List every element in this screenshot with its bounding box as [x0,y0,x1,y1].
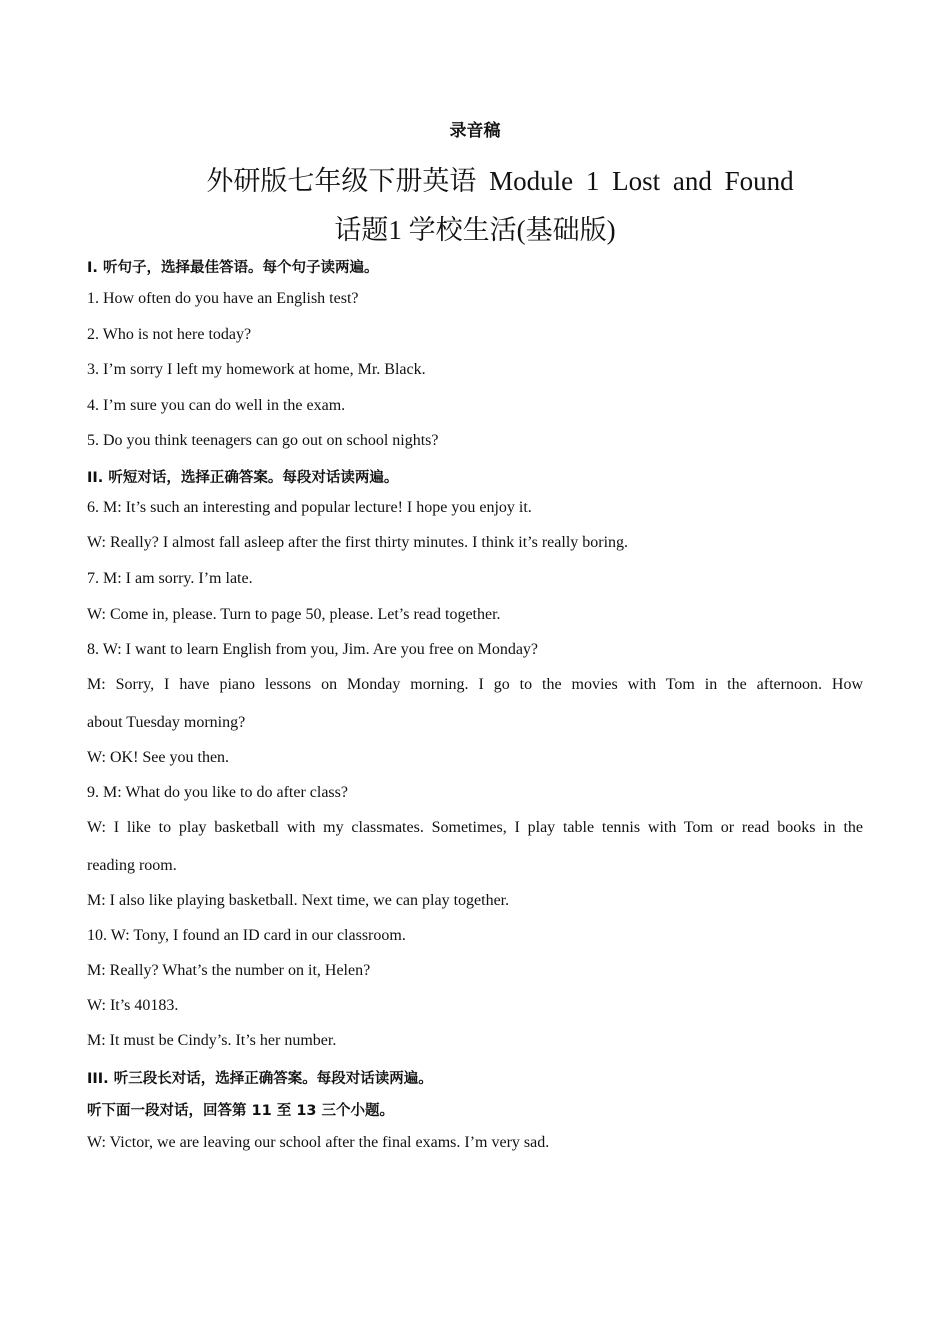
dialogue-line: 6. M: It’s such an interesting and popular lecture! I hope you enjoy it. [87,499,532,516]
dialogue-line: M: Really? What’s the number on it, Helen? [87,962,371,979]
dialogue-line: W: I like to play basketball with my classmates. Sometimes, I play table tennis with Tom or read books in the [87,819,863,836]
sentence-1: 1. How often do you have an English test? [87,290,359,307]
sentence-5: 5. Do you think teenagers can go out on school nights? [87,432,439,449]
dialogue-line: W: Really? I almost fall asleep after the first thirty minutes. I think it’s really boring. [87,534,629,551]
sentence-3: 3. I’m sorry I left my homework at home, Mr. Black. [87,361,426,378]
transcript-label: 录音稿 [449,121,501,141]
sentence-2: 2. Who is not here today? [87,326,252,343]
section-1-heading: I. 听句子，选择最佳答语。每个句子读两遍。 [87,260,379,276]
document-title: 外研版七年级下册英语 Module 1 Lost and Found [206,166,794,196]
dialogue-line: M: Sorry, I have piano lessons on Monday morning. I go to the movies with Tom in the afternoon. How [87,676,863,693]
section-3-heading: III. 听三段长对话，选择正确答案。每段对话读两遍。 [87,1071,433,1087]
dialogue-line: reading room. [87,857,177,874]
dialogue-line: W: OK! See you then. [87,749,230,766]
dialogue-line: W: It’s 40183. [87,997,179,1014]
section-2-heading: II. 听短对话，选择正确答案。每段对话读两遍。 [87,470,399,486]
dialogue-line: M: It must be Cindy’s. It’s her number. [87,1032,337,1049]
dialogue-line: M: I also like playing basketball. Next time, we can play together. [87,892,510,909]
dialogue-line: 9. M: What do you like to do after class? [87,784,348,801]
section-3-subheading: 听下面一段对话，回答第 11 至 13 三个小题。 [87,1103,395,1119]
dialogue-line: 7. M: I am sorry. I’m late. [87,570,253,587]
dialogue-line: W: Come in, please. Turn to page 50, please. Let’s read together. [87,606,501,623]
dialogue-line: about Tuesday morning? [87,714,246,731]
sentence-4: 4. I’m sure you can do well in the exam. [87,397,346,414]
document-subtitle: 话题1 学校生活(基础版) [334,215,616,245]
dialogue-line: 8. W: I want to learn English from you, Jim. Are you free on Monday? [87,641,539,658]
dialogue-line: 10. W: Tony, I found an ID card in our classroom. [87,927,406,944]
dialogue-line: W: Victor, we are leaving our school after the final exams. I’m very sad. [87,1134,550,1151]
